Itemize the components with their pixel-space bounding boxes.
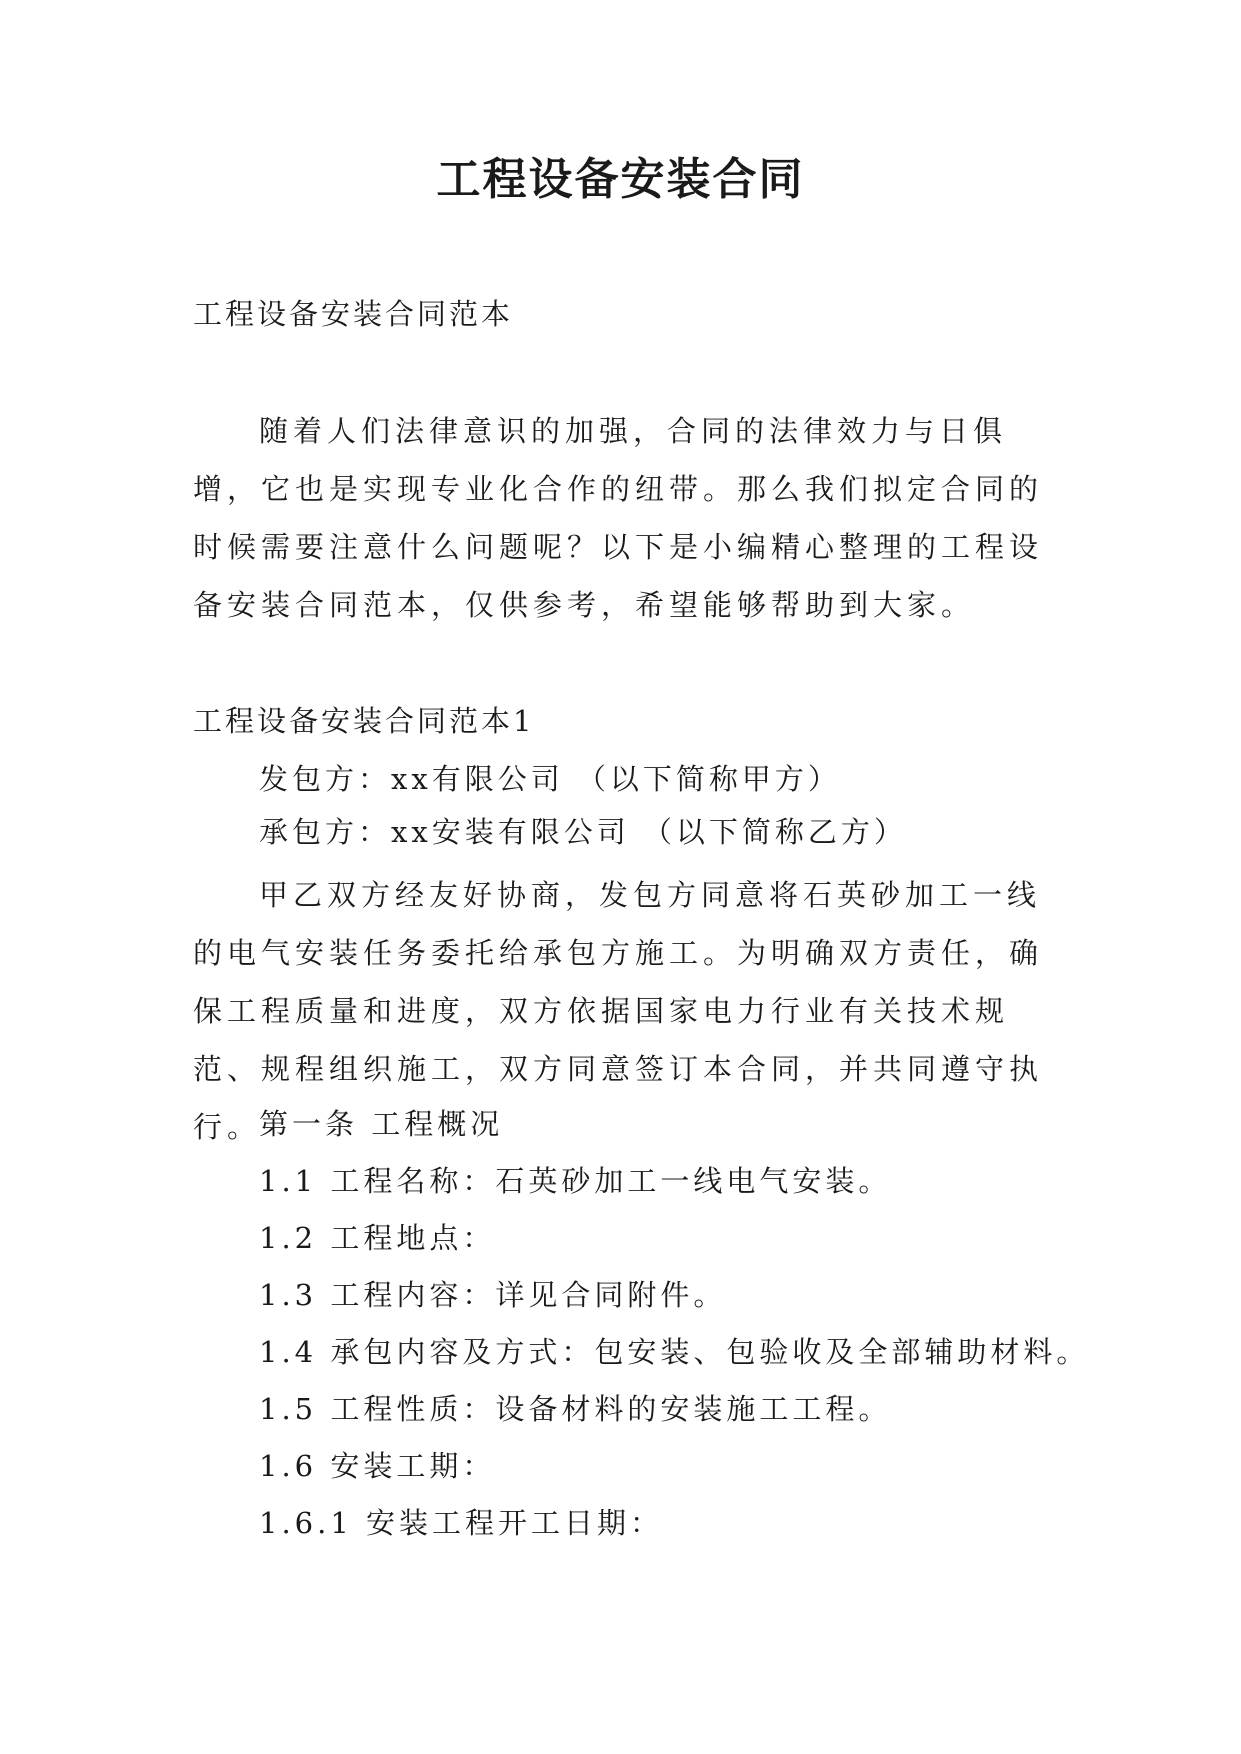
clause-item: 1.1 工程名称：石英砂加工一线电气安装。 (259, 1164, 892, 1198)
document-title: 工程设备安装合同 (436, 154, 805, 205)
party-b-line: 承包方：xx安装有限公司 （以下简称乙方） (259, 815, 907, 849)
article-heading: 第一条 工程概况 (259, 1107, 504, 1141)
intro-paragraph: 随着人们法律意识的加强，合同的法律效力与日俱增，它也是实现专业化合作的纽带。那么我们拟定合同的时候需要注意什么问题呢？以下是小编精心整理的工程设备安装合同范本，仅供参考，希望能够帮助到大家。 (193, 414, 1044, 622)
party-a-line: 发包方：xx有限公司 （以下简称甲方） (259, 762, 841, 796)
agreement-paragraph: 甲乙双方经友好协商，发包方同意将石英砂加工一线的电气安装任务委托给承包方施工。为明确双方责任，确保工程质量和进度，双方依据国家电力行业有关技术规范、规程组织施工，双方同意签订本合同，并共同遵守执行。 (193, 878, 1044, 1144)
clause-item: 1.4 承包内容及方式：包安装、包验收及全部辅助材料。 (259, 1335, 1090, 1369)
clause-item: 1.6 安装工期： (259, 1449, 496, 1483)
clause-item: 1.2 工程地点： (259, 1221, 496, 1255)
clause-item: 1.6.1 安装工程开工日期： (259, 1506, 664, 1540)
clause-item: 1.5 工程性质：设备材料的安装施工工程。 (259, 1392, 892, 1426)
clause-item: 1.3 工程内容：详见合同附件。 (259, 1278, 727, 1312)
section-title: 工程设备安装合同范本1 (193, 704, 535, 738)
document-subtitle: 工程设备安装合同范本 (193, 297, 514, 331)
